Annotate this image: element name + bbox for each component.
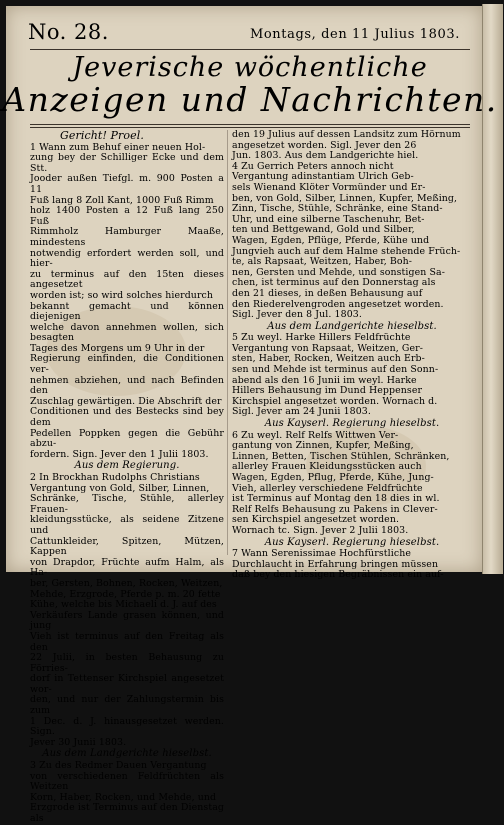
title-rule — [30, 124, 470, 125]
title-line-2: Anzeigen und Nachrichten. — [2, 80, 498, 119]
section-heading: Aus dem Landgerichte hieselbst. — [42, 748, 212, 760]
notice-paragraph: 1 Wann zum Behuf einer neuen Hol- zung bey der Schilliger Ecke und dem Stt. Jooder außen Tiefgl. m. 900 Posten a 11 Fuß lang 8 Zoll Kant, 1000 Fuß Rimm holz 1400 Posten a 12 Fuß lang 250 Fuß Rimmholz Hamburger Maaße, mindestens notwendig erfordert werden soll, und hier- zu terminus auf den 15ten dieses angesetzet worden ist; so wird solches hierdurch bekannt gemacht und können diejenigen welche davon annehmen wollen, sich besagten Tages des Morgens um 9 Uhr in der Regierung einfinden, die Conditionen ver- nehmen abziehen, und nach Befinden den Zuschlag gewärtigen. Die Abschrift der Conditionen und des Bestecks sind bey dem Pedellen Poppken gegen die Gebühr abzu- fordern. Sign. Jever den 1 Julii 1803. — [30, 141, 224, 460]
notice-paragraph: 3 Zu des Redmer Dauen Vergantung von verschiedenen Feldfrüchten als Weitzen Korn, Haber, Rocken, und Mehde, und Erzgrode ist Terminus auf den Dienstag als — [30, 760, 224, 824]
notice-paragraph: 2 In Brockhan Rudolphs Christians Vergantung von Gold, Silber, Linnen, Schränke, Tische, Stühle, allerley Frauen- kleidungsstücke, als seidene Zitzene und Cattunkleider, Spitzen, Mützen, Kappen von Drapdor, Früchte aufm Halm, als Ha- ber, Gersten, Bohnen, Rocken, Weitzen, Mehde, Erzgrode, Pferde p. m. 20 fette Kühe, welche bis Michaeli d. J. auf des Verkäufers Lande grasen können, und jung Vieh ist terminus auf den Freitag als den 22 Julii, in besten Behausung zu Förries- dorf in Tettenser Kirchspiel angesetzet wor- den, und nur der Zahlungstermin bis zum 1 Dec. d. J. hinausgesetzet werden. Sign. Jever 30 Junii 1803. — [30, 472, 224, 748]
notice-paragraph: 5 Zu weyl. Harke Hillers Feldfrüchte Vergantung von Rapsaat, Weitzen, Ger- sten, Haber, Rocken, Weitzen auch Erb- sen und Mehde ist terminus auf den Sonn- abend als den 16 Junii im weyl. Harke Hillers Behausung im Dund Heppenser Kirchspiel angesetzet worden. Wornach d. Sigl. Jever am 24 Junii 1803. — [232, 332, 439, 418]
section-heading: Aus Kayserl. Regierung hieselbst. — [264, 536, 440, 548]
notice-paragraph: 6 Zu weyl. Relf Relfs Wittwen Ver- gantung von Zinnen, Kupfer, Meßing, Linnen, Betten, Tischen Stühlen, Schränken, allerley Frauen Kleidungsstücken auch Wagen, Egden, Pflug, Pferde, Kühe, Jung- Vieh, allerley verschiedene Feldfrüchte ist Terminus auf Montag den 18 dies in wl. Relf Relfs Behausung zu Pakens in Clever- sen Kirchspiel angesetzet worden. Wornach tc. Sign. Jever 2 Julii 1803. — [232, 429, 450, 536]
notice-paragraph: 7 Wann Serenissimae Hochfürstliche Durchlaucht in Erfahrung bringen müssen daß bey den hiesigen Begräbnissen ein auf- — [232, 548, 444, 581]
section-heading: Aus dem Landgerichte hieselbst. — [267, 320, 437, 332]
section-heading: Gericht! Proel. — [60, 129, 144, 142]
section-heading: Aus Kayserl. Regierung hieselbst. — [264, 418, 440, 430]
column-divider — [227, 130, 228, 555]
masthead — [28, 20, 468, 46]
right-column — [232, 130, 472, 581]
left-column — [30, 130, 224, 825]
issue-date: Montags, den 11 Julius 1803. — [249, 27, 460, 42]
title-rule-double — [30, 127, 470, 128]
notice-paragraph: den 19 Julius auf dessen Landsitz zum Hörnum angesetzet worden. Sigl. Jever den 26 Jun. 1803. Aus dem Landgerichte hiel. 4 Zu Gerrich Peters annoch nicht Vergantung adinstantiam Ulrich Geb- sels Wienand Klöter Vormünder und Er- ben, von Gold, Silber, Linnen, Kupfer, Meßing, Zinn, Tische, Stühle, Schränke, eine Stand- Uhr, und eine silberne Taschenuhr, Bet- ten und Bettgewand, Gold und Silber, Wagen, Egden, Pflüge, Pferde, Kühe und Jungvieh auch auf dem Halme stehende Früch- te, als Rapsaat, Weitzen, Haber, Boh- nen, Gersten und Mehde, und sonstigen Sa- chen, ist terminus auf den Donnerstag als den 21 dieses, in deßen Behausung auf den Riederelvengroden angesetzet worden. Sigl. Jever den 8 Jul. 1803. — [232, 129, 461, 321]
section-heading: Aus dem Regierung. — [74, 460, 180, 472]
masthead-rule — [30, 49, 470, 50]
title-line-1: Jeverische wöchentliche — [72, 52, 428, 83]
issue-number: No. 28. — [28, 20, 109, 44]
